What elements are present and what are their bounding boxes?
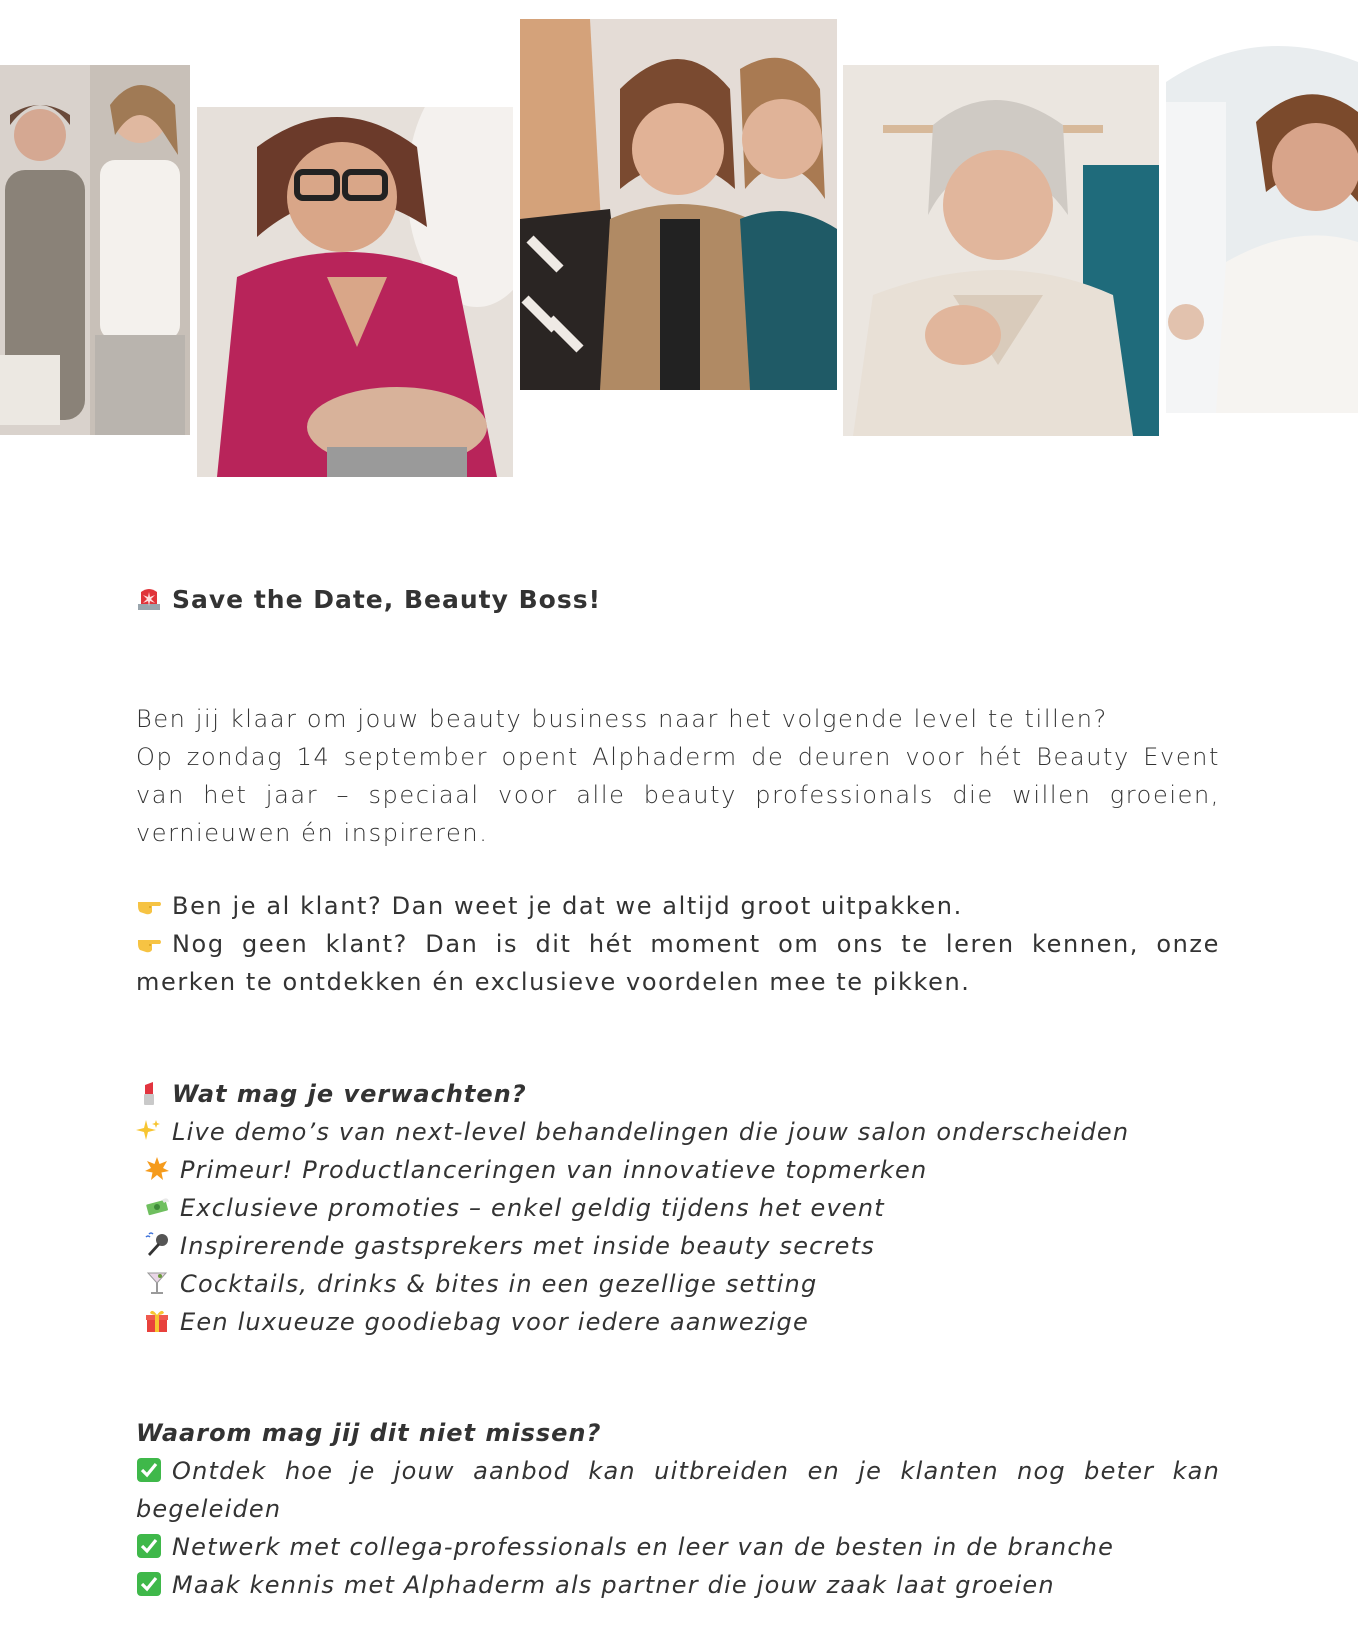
customer-line-existing: Ben je al klant? Dan weet je dat we altijd groot uitpakken. xyxy=(136,887,1220,925)
expect-item: Exclusieve promoties – enkel geldig tijdens het event xyxy=(136,1189,1220,1227)
expect-heading: Wat mag je verwachten? xyxy=(136,1075,1220,1113)
event-photo-1 xyxy=(0,65,190,435)
pointing-hand-icon xyxy=(136,930,162,956)
save-the-date-heading xyxy=(136,585,1220,614)
star-burst-icon xyxy=(144,1156,170,1182)
customer-section xyxy=(136,887,1220,1001)
cocktail-icon xyxy=(144,1270,170,1296)
expect-item: Primeur! Productlanceringen van innovatieve topmerken xyxy=(136,1151,1220,1189)
intro-text xyxy=(136,700,1220,852)
intro-line-1: Ben jij klaar om jouw beauty business naar het volgende level te tillen? xyxy=(136,705,1108,733)
microphone-icon xyxy=(144,1232,170,1258)
save-the-date-title: Save the Date, Beauty Boss! xyxy=(172,585,601,614)
expect-item: Cocktails, drinks & bites in een gezellige setting xyxy=(136,1265,1220,1303)
customer-line-new: Nog geen klant? Dan is dit hét moment om ons te leren kennen, onze merken te ontdekken én exclusieve voordelen mee te pikken. xyxy=(136,930,1220,996)
why-item: Netwerk met collega-professionals en leer van de besten in de branche xyxy=(136,1528,1220,1566)
why-section xyxy=(136,1414,1220,1604)
expect-item: Inspirerende gastsprekers met inside beauty secrets xyxy=(136,1227,1220,1265)
lipstick-icon xyxy=(136,1080,162,1106)
why-item: Maak kennis met Alphaderm als partner die jouw zaak laat groeien xyxy=(136,1566,1220,1604)
intro-line-2: Op zondag 14 september opent Alphaderm de deuren voor hét Beauty Event van het jaar – speciaal voor alle beauty professionals die willen groeien, vernieuwen én inspireren. xyxy=(136,743,1220,847)
siren-icon xyxy=(136,586,162,612)
pointing-hand-icon xyxy=(136,892,162,918)
expect-item: Live demo’s van next-level behandelingen die jouw salon onderscheiden xyxy=(136,1113,1220,1151)
expect-section xyxy=(136,1075,1220,1341)
event-photo-3 xyxy=(520,19,837,390)
check-box-icon xyxy=(136,1457,162,1483)
money-wings-icon xyxy=(144,1194,170,1220)
why-item: Ontdek hoe je jouw aanbod kan uitbreiden en je klanten nog beter kan begeleiden xyxy=(136,1457,1220,1523)
check-box-icon xyxy=(136,1533,162,1559)
event-photo-2 xyxy=(197,107,513,477)
event-photo-5 xyxy=(1166,42,1358,413)
why-heading: Waarom mag jij dit niet missen? xyxy=(136,1419,602,1447)
sparkles-icon xyxy=(136,1118,162,1144)
check-box-icon xyxy=(136,1571,162,1597)
expect-item: Een luxueuze goodiebag voor iedere aanwezige xyxy=(136,1303,1220,1341)
gift-icon xyxy=(144,1308,170,1334)
event-photo-4 xyxy=(843,65,1159,436)
